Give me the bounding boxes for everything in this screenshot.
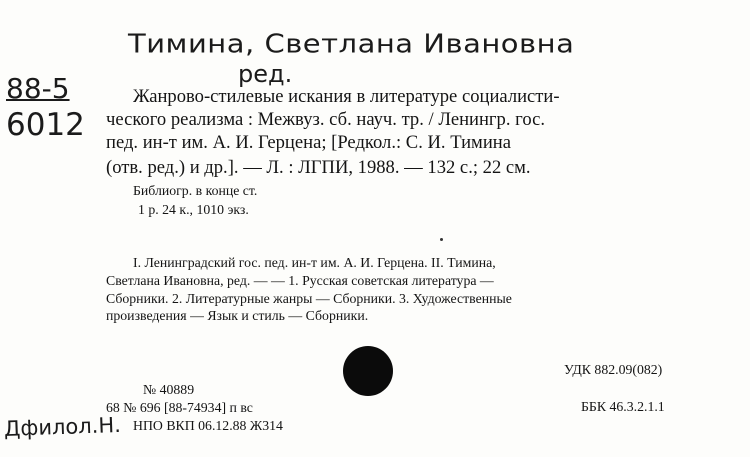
udk-code: УДК 882.09(082): [564, 362, 663, 377]
publisher-line: НПО ВКП 06.12.88 Ж314: [133, 418, 283, 433]
tracing-line-1: I. Ленинградский гос. пед. ин-т им. А. И. Герцена. II. Тимина,: [133, 255, 496, 270]
tracing-line-2: Светлана Ивановна, ред. — — 1. Русская советская литература —: [106, 273, 494, 288]
handwritten-shelf-mark: Дфилол.Н.: [3, 412, 122, 441]
bibliography-note: Библиогр. в конце ст.: [133, 183, 258, 198]
handwritten-author: Тимина, Светлана Ивановна: [128, 28, 575, 59]
record-number: № 40889: [143, 382, 195, 397]
description-line-2: ческого реализма : Межвуз. сб. науч. тр. / Ленингр. гос.: [106, 109, 545, 130]
price-run-note: 1 р. 24 к., 1010 экз.: [138, 202, 249, 217]
tracing-line-4: произведения — Язык и стиль — Сборники.: [106, 308, 369, 323]
tracing-line-3: Сборники. 2. Литературные жанры — Сборники. 3. Художественные: [106, 291, 512, 306]
punch-hole: [343, 346, 393, 396]
handwritten-code-1: 88-5: [6, 72, 70, 105]
description-line-1: Жанрово-стилевые искания в литературе социалисти-: [133, 86, 560, 107]
handwritten-code-2: 6012: [6, 107, 85, 143]
order-line: 68 № 696 [88-74934] п вс: [106, 400, 253, 415]
description-line-4: (отв. ред.) и др.]. — Л. : ЛГПИ, 1988. — 132 с.; 22 см.: [106, 157, 531, 178]
bbk-code: ББК 46.3.2.1.1: [581, 399, 665, 414]
description-line-3: пед. ин-т им. А. И. Герцена; [Редкол.: С. И. Тимина: [106, 132, 511, 153]
ink-dot: [440, 238, 443, 241]
handwritten-editor-note: ред.: [238, 60, 293, 88]
